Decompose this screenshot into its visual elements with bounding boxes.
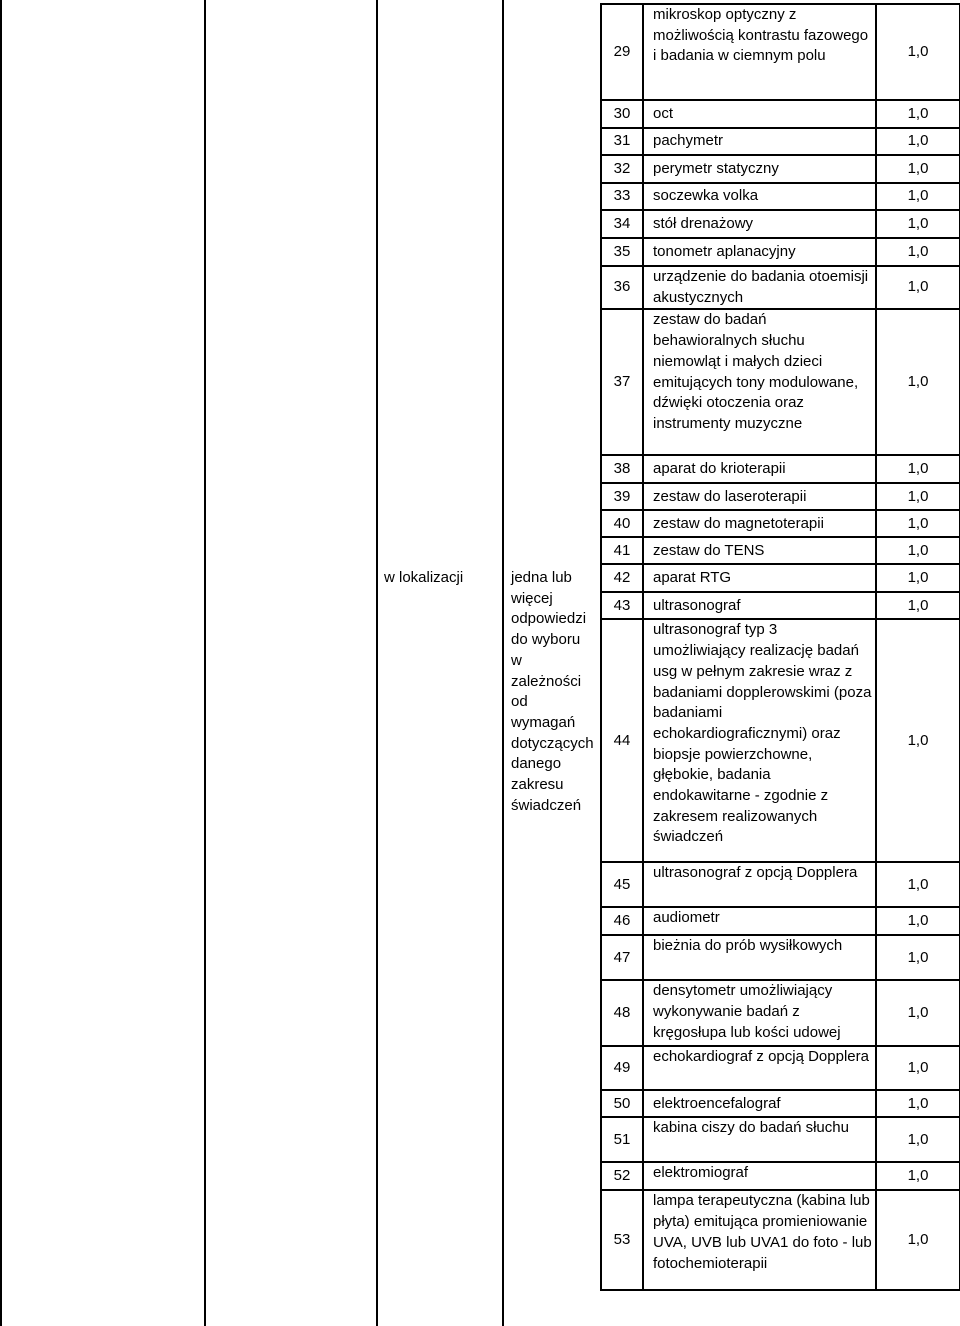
item-number: 36 bbox=[601, 266, 643, 309]
item-name: mikroskop optyczny z możliwością kontrastu fazowego i badania w ciemnym polu bbox=[643, 4, 876, 100]
item-value: 1,0 bbox=[876, 1190, 960, 1290]
item-name: ultrasonograf bbox=[643, 592, 876, 619]
table-row bbox=[601, 510, 960, 537]
item-name: audiometr bbox=[643, 907, 876, 935]
item-name: elektroencefalograf bbox=[643, 1090, 876, 1117]
item-number: 47 bbox=[601, 935, 643, 980]
item-name: stół drenażowy bbox=[643, 210, 876, 238]
item-value: 1,0 bbox=[876, 980, 960, 1046]
item-value: 1,0 bbox=[876, 155, 960, 183]
item-number: 41 bbox=[601, 537, 643, 564]
item-name: zestaw do magnetoterapii bbox=[643, 510, 876, 537]
table-row bbox=[601, 155, 960, 183]
item-value: 1,0 bbox=[876, 537, 960, 564]
item-value: 1,0 bbox=[876, 4, 960, 100]
table-row bbox=[601, 309, 960, 455]
item-number: 46 bbox=[601, 907, 643, 935]
item-name: zestaw do TENS bbox=[643, 537, 876, 564]
item-name: aparat RTG bbox=[643, 564, 876, 592]
table-row bbox=[601, 907, 960, 935]
item-name: perymetr statyczny bbox=[643, 155, 876, 183]
item-value: 1,0 bbox=[876, 455, 960, 483]
item-number: 38 bbox=[601, 455, 643, 483]
item-name: zestaw do laseroterapii bbox=[643, 483, 876, 510]
table-row bbox=[601, 210, 960, 238]
table-row bbox=[601, 1090, 960, 1117]
table-row bbox=[601, 266, 960, 309]
item-name: elektromiograf bbox=[643, 1162, 876, 1190]
equipment-table bbox=[600, 3, 960, 1291]
column-rule-1 bbox=[0, 0, 2, 1326]
item-name: bieżnia do prób wysiłkowych bbox=[643, 935, 876, 980]
item-value: 1,0 bbox=[876, 100, 960, 128]
table-row bbox=[601, 537, 960, 564]
item-name: kabina ciszy do badań słuchu bbox=[643, 1117, 876, 1162]
location-label: w lokalizacji bbox=[384, 569, 464, 586]
item-name: urządzenie do badania otoemisji akustycznych bbox=[643, 266, 876, 309]
table-row bbox=[601, 183, 960, 210]
table-row bbox=[601, 1117, 960, 1162]
equipment-table-body bbox=[601, 4, 960, 1290]
item-value: 1,0 bbox=[876, 907, 960, 935]
item-value: 1,0 bbox=[876, 1090, 960, 1117]
item-number: 29 bbox=[601, 4, 643, 100]
item-number: 43 bbox=[601, 592, 643, 619]
table-row bbox=[601, 4, 960, 100]
table-row bbox=[601, 238, 960, 266]
column-rule-3 bbox=[376, 0, 378, 1326]
item-value: 1,0 bbox=[876, 309, 960, 455]
item-value: 1,0 bbox=[876, 183, 960, 210]
item-number: 40 bbox=[601, 510, 643, 537]
item-value: 1,0 bbox=[876, 1046, 960, 1090]
item-name: zestaw do badań behawioralnych słuchu niemowląt i małych dzieci emitujących tony modulowane, dźwięki otoczenia oraz instrumenty muzyczne bbox=[643, 309, 876, 455]
item-number: 31 bbox=[601, 128, 643, 155]
item-value: 1,0 bbox=[876, 483, 960, 510]
item-value: 1,0 bbox=[876, 862, 960, 907]
answer-options-label: jedna lub więcej odpowiedzi do wyboru w zależności od wymagań dotyczących danego zakresu świadczeń bbox=[511, 569, 594, 814]
item-value: 1,0 bbox=[876, 935, 960, 980]
column-rule-4 bbox=[502, 0, 504, 1326]
item-number: 34 bbox=[601, 210, 643, 238]
item-number: 53 bbox=[601, 1190, 643, 1290]
table-row bbox=[601, 935, 960, 980]
item-name: oct bbox=[643, 100, 876, 128]
table-row bbox=[601, 862, 960, 907]
table-row bbox=[601, 564, 960, 592]
item-number: 39 bbox=[601, 483, 643, 510]
table-row bbox=[601, 100, 960, 128]
table-row bbox=[601, 1046, 960, 1090]
item-number: 48 bbox=[601, 980, 643, 1046]
item-number: 33 bbox=[601, 183, 643, 210]
item-name: soczewka volka bbox=[643, 183, 876, 210]
item-value: 1,0 bbox=[876, 266, 960, 309]
item-name: ultrasonograf z opcją Dopplera bbox=[643, 862, 876, 907]
item-name: echokardiograf z opcją Dopplera bbox=[643, 1046, 876, 1090]
item-value: 1,0 bbox=[876, 592, 960, 619]
item-name: tonometr aplanacyjny bbox=[643, 238, 876, 266]
item-name: pachymetr bbox=[643, 128, 876, 155]
table-row bbox=[601, 980, 960, 1046]
item-value: 1,0 bbox=[876, 210, 960, 238]
item-number: 37 bbox=[601, 309, 643, 455]
item-number: 44 bbox=[601, 619, 643, 862]
column-rule-2 bbox=[204, 0, 206, 1326]
item-number: 45 bbox=[601, 862, 643, 907]
item-value: 1,0 bbox=[876, 238, 960, 266]
table-row bbox=[601, 1162, 960, 1190]
table-row bbox=[601, 619, 960, 862]
table-row bbox=[601, 455, 960, 483]
item-number: 35 bbox=[601, 238, 643, 266]
item-number: 49 bbox=[601, 1046, 643, 1090]
item-number: 42 bbox=[601, 564, 643, 592]
item-number: 32 bbox=[601, 155, 643, 183]
item-number: 51 bbox=[601, 1117, 643, 1162]
table-row bbox=[601, 592, 960, 619]
item-value: 1,0 bbox=[876, 619, 960, 862]
item-name: ultrasonograf typ 3 umożliwiający realizację badań usg w pełnym zakresie wraz z badaniami dopplerowskimi (poza badaniami echokardiograficznymi) oraz biopsje powierzchowne, głębokie, badania endokawitarne - zgodnie z zakresem realizowanych świadczeń bbox=[643, 619, 876, 862]
table-row bbox=[601, 128, 960, 155]
item-name: densytometr umożliwiający wykonywanie badań z kręgosłupa lub kości udowej bbox=[643, 980, 876, 1046]
item-value: 1,0 bbox=[876, 1117, 960, 1162]
item-value: 1,0 bbox=[876, 1162, 960, 1190]
item-value: 1,0 bbox=[876, 128, 960, 155]
table-row bbox=[601, 483, 960, 510]
item-number: 50 bbox=[601, 1090, 643, 1117]
table-row bbox=[601, 1190, 960, 1290]
item-value: 1,0 bbox=[876, 510, 960, 537]
item-number: 30 bbox=[601, 100, 643, 128]
item-name: aparat do krioterapii bbox=[643, 455, 876, 483]
item-number: 52 bbox=[601, 1162, 643, 1190]
item-value: 1,0 bbox=[876, 564, 960, 592]
item-name: lampa terapeutyczna (kabina lub płyta) emitująca promieniowanie UVA, UVB lub UVA1 do foto - lub fotochemioterapii bbox=[643, 1190, 876, 1290]
